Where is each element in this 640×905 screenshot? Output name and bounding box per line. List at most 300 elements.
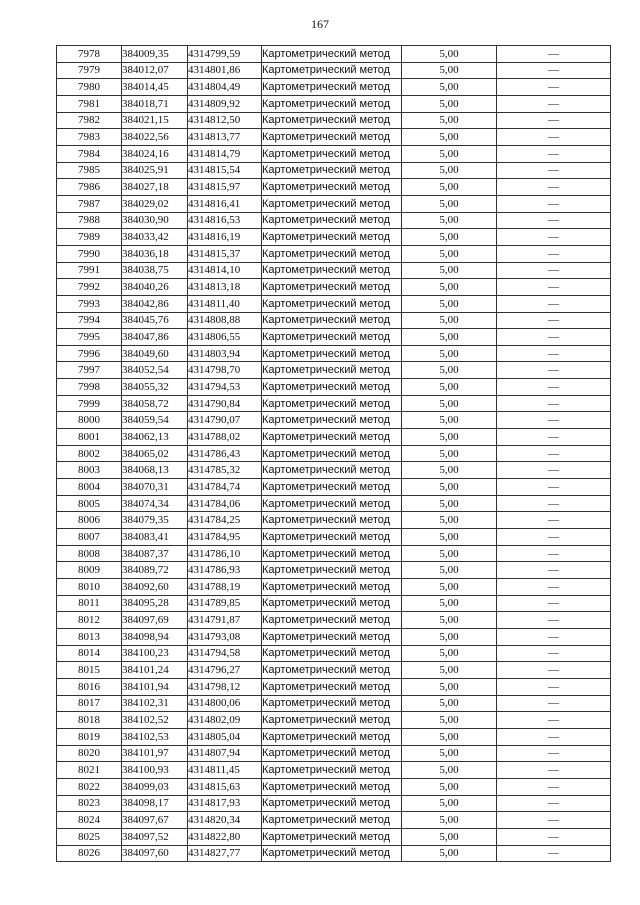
note-cell: — (497, 379, 611, 396)
accuracy-cell: 5,00 (402, 195, 497, 212)
x-coordinate-cell: 384097,67 (122, 812, 188, 829)
method-cell: Картометрический метод (262, 195, 402, 212)
method-cell: Картометрический метод (262, 728, 402, 745)
accuracy-cell: 5,00 (402, 429, 497, 446)
accuracy-cell: 5,00 (402, 795, 497, 812)
y-coordinate-cell: 4314816,41 (188, 195, 262, 212)
accuracy-cell: 5,00 (402, 412, 497, 429)
note-cell: — (497, 129, 611, 146)
table-row (57, 312, 611, 329)
table-row (57, 229, 611, 246)
y-coordinate-cell: 4314803,94 (188, 345, 262, 362)
note-cell: — (497, 279, 611, 296)
method-cell: Картометрический метод (262, 795, 402, 812)
accuracy-cell: 5,00 (402, 545, 497, 562)
y-coordinate-cell: 4314814,79 (188, 145, 262, 162)
table-row (57, 845, 611, 862)
note-cell: — (497, 845, 611, 862)
table-row (57, 112, 611, 129)
point-number-cell: 8009 (57, 562, 122, 579)
note-cell: — (497, 362, 611, 379)
y-coordinate-cell: 4314802,09 (188, 712, 262, 729)
x-coordinate-cell: 384068,13 (122, 462, 188, 479)
point-number-cell: 7993 (57, 295, 122, 312)
point-number-cell: 8013 (57, 628, 122, 645)
method-cell: Картометрический метод (262, 395, 402, 412)
accuracy-cell: 5,00 (402, 345, 497, 362)
table-row (57, 795, 611, 812)
x-coordinate-cell: 384098,17 (122, 795, 188, 812)
note-cell: — (497, 479, 611, 496)
y-coordinate-cell: 4314815,97 (188, 179, 262, 196)
accuracy-cell: 5,00 (402, 179, 497, 196)
note-cell: — (497, 712, 611, 729)
x-coordinate-cell: 384058,72 (122, 395, 188, 412)
accuracy-cell: 5,00 (402, 462, 497, 479)
y-coordinate-cell: 4314816,19 (188, 229, 262, 246)
point-number-cell: 8008 (57, 545, 122, 562)
note-cell: — (497, 678, 611, 695)
accuracy-cell: 5,00 (402, 312, 497, 329)
method-cell: Картометрический метод (262, 662, 402, 679)
table-row (57, 545, 611, 562)
x-coordinate-cell: 384014,45 (122, 79, 188, 96)
point-number-cell: 7995 (57, 329, 122, 346)
point-number-cell: 7998 (57, 379, 122, 396)
table-row (57, 79, 611, 96)
method-cell: Картометрический метод (262, 745, 402, 762)
method-cell: Картометрический метод (262, 262, 402, 279)
x-coordinate-cell: 384036,18 (122, 245, 188, 262)
note-cell: — (497, 745, 611, 762)
table-row (57, 362, 611, 379)
accuracy-cell: 5,00 (402, 745, 497, 762)
x-coordinate-cell: 384045,76 (122, 312, 188, 329)
accuracy-cell: 5,00 (402, 112, 497, 129)
y-coordinate-cell: 4314815,37 (188, 245, 262, 262)
table-row (57, 445, 611, 462)
table-row (57, 745, 611, 762)
x-coordinate-cell: 384079,35 (122, 512, 188, 529)
x-coordinate-cell: 384097,52 (122, 828, 188, 845)
y-coordinate-cell: 4314813,77 (188, 129, 262, 146)
method-cell: Картометрический метод (262, 628, 402, 645)
y-coordinate-cell: 4314812,50 (188, 112, 262, 129)
accuracy-cell: 5,00 (402, 662, 497, 679)
point-number-cell: 8002 (57, 445, 122, 462)
table-row (57, 279, 611, 296)
note-cell: — (497, 395, 611, 412)
y-coordinate-cell: 4314791,87 (188, 612, 262, 629)
x-coordinate-cell: 384087,37 (122, 545, 188, 562)
table-row (57, 579, 611, 596)
accuracy-cell: 5,00 (402, 628, 497, 645)
accuracy-cell: 5,00 (402, 495, 497, 512)
page-number: 167 (311, 17, 329, 31)
point-number-cell: 7982 (57, 112, 122, 129)
accuracy-cell: 5,00 (402, 579, 497, 596)
method-cell: Картометрический метод (262, 845, 402, 862)
table-row (57, 379, 611, 396)
accuracy-cell: 5,00 (402, 512, 497, 529)
x-coordinate-cell: 384097,60 (122, 845, 188, 862)
accuracy-cell: 5,00 (402, 812, 497, 829)
point-number-cell: 7981 (57, 95, 122, 112)
table-row (57, 678, 611, 695)
y-coordinate-cell: 4314789,85 (188, 595, 262, 612)
accuracy-cell: 5,00 (402, 145, 497, 162)
y-coordinate-cell: 4314784,95 (188, 529, 262, 546)
x-coordinate-cell: 384021,15 (122, 112, 188, 129)
table-row (57, 345, 611, 362)
method-cell: Картометрический метод (262, 345, 402, 362)
note-cell: — (497, 495, 611, 512)
method-cell: Картометрический метод (262, 828, 402, 845)
note-cell: — (497, 795, 611, 812)
note-cell: — (497, 145, 611, 162)
y-coordinate-cell: 4314820,34 (188, 812, 262, 829)
table-row (57, 612, 611, 629)
method-cell: Картометрический метод (262, 145, 402, 162)
method-cell: Картометрический метод (262, 429, 402, 446)
method-cell: Картометрический метод (262, 95, 402, 112)
accuracy-cell: 5,00 (402, 129, 497, 146)
x-coordinate-cell: 384098,94 (122, 628, 188, 645)
note-cell: — (497, 512, 611, 529)
point-number-cell: 8016 (57, 678, 122, 695)
note-cell: — (497, 762, 611, 779)
point-number-cell: 8010 (57, 579, 122, 596)
y-coordinate-cell: 4314794,58 (188, 645, 262, 662)
note-cell: — (497, 429, 611, 446)
note-cell: — (497, 295, 611, 312)
x-coordinate-cell: 384018,71 (122, 95, 188, 112)
x-coordinate-cell: 384055,32 (122, 379, 188, 396)
y-coordinate-cell: 4314786,93 (188, 562, 262, 579)
method-cell: Картометрический метод (262, 595, 402, 612)
table-row (57, 195, 611, 212)
x-coordinate-cell: 384027,18 (122, 179, 188, 196)
accuracy-cell: 5,00 (402, 828, 497, 845)
note-cell: — (497, 112, 611, 129)
y-coordinate-cell: 4314798,70 (188, 362, 262, 379)
point-number-cell: 7990 (57, 245, 122, 262)
x-coordinate-cell: 384102,53 (122, 728, 188, 745)
x-coordinate-cell: 384029,02 (122, 195, 188, 212)
method-cell: Картометрический метод (262, 462, 402, 479)
method-cell: Картометрический метод (262, 329, 402, 346)
point-number-cell: 8017 (57, 695, 122, 712)
x-coordinate-cell: 384052,54 (122, 362, 188, 379)
accuracy-cell: 5,00 (402, 845, 497, 862)
accuracy-cell: 5,00 (402, 712, 497, 729)
table-row (57, 628, 611, 645)
note-cell: — (497, 445, 611, 462)
note-cell: — (497, 412, 611, 429)
table-row (57, 828, 611, 845)
table-row (57, 712, 611, 729)
y-coordinate-cell: 4314800,06 (188, 695, 262, 712)
table-row (57, 62, 611, 79)
y-coordinate-cell: 4314807,94 (188, 745, 262, 762)
x-coordinate-cell: 384089,72 (122, 562, 188, 579)
y-coordinate-cell: 4314796,27 (188, 662, 262, 679)
x-coordinate-cell: 384038,75 (122, 262, 188, 279)
y-coordinate-cell: 4314808,88 (188, 312, 262, 329)
note-cell: — (497, 579, 611, 596)
method-cell: Картометрический метод (262, 179, 402, 196)
note-cell: — (497, 695, 611, 712)
note-cell: — (497, 529, 611, 546)
accuracy-cell: 5,00 (402, 245, 497, 262)
method-cell: Картометрический метод (262, 579, 402, 596)
table-row (57, 595, 611, 612)
method-cell: Картометрический метод (262, 229, 402, 246)
method-cell: Картометрический метод (262, 695, 402, 712)
accuracy-cell: 5,00 (402, 778, 497, 795)
point-number-cell: 7984 (57, 145, 122, 162)
table-body (57, 46, 611, 862)
table-row (57, 495, 611, 512)
accuracy-cell: 5,00 (402, 362, 497, 379)
x-coordinate-cell: 384012,07 (122, 62, 188, 79)
coordinates-table (56, 45, 611, 862)
y-coordinate-cell: 4314786,43 (188, 445, 262, 462)
x-coordinate-cell: 384033,42 (122, 229, 188, 246)
table-row (57, 429, 611, 446)
note-cell: — (497, 312, 611, 329)
table-row (57, 329, 611, 346)
method-cell: Картометрический метод (262, 612, 402, 629)
x-coordinate-cell: 384100,23 (122, 645, 188, 662)
x-coordinate-cell: 384101,97 (122, 745, 188, 762)
accuracy-cell: 5,00 (402, 395, 497, 412)
x-coordinate-cell: 384092,60 (122, 579, 188, 596)
table-row (57, 762, 611, 779)
x-coordinate-cell: 384101,94 (122, 678, 188, 695)
method-cell: Картометрический метод (262, 712, 402, 729)
x-coordinate-cell: 384062,13 (122, 429, 188, 446)
table-row (57, 212, 611, 229)
table-row (57, 529, 611, 546)
accuracy-cell: 5,00 (402, 562, 497, 579)
note-cell: — (497, 595, 611, 612)
accuracy-cell: 5,00 (402, 695, 497, 712)
x-coordinate-cell: 384040,26 (122, 279, 188, 296)
point-number-cell: 7988 (57, 212, 122, 229)
note-cell: — (497, 62, 611, 79)
table-row (57, 46, 611, 63)
accuracy-cell: 5,00 (402, 678, 497, 695)
y-coordinate-cell: 4314785,32 (188, 462, 262, 479)
point-number-cell: 7997 (57, 362, 122, 379)
note-cell: — (497, 46, 611, 63)
y-coordinate-cell: 4314815,54 (188, 162, 262, 179)
point-number-cell: 7996 (57, 345, 122, 362)
point-number-cell: 8007 (57, 529, 122, 546)
accuracy-cell: 5,00 (402, 46, 497, 63)
method-cell: Картометрический метод (262, 162, 402, 179)
y-coordinate-cell: 4314794,53 (188, 379, 262, 396)
table-row (57, 129, 611, 146)
point-number-cell: 7987 (57, 195, 122, 212)
table-row (57, 778, 611, 795)
accuracy-cell: 5,00 (402, 262, 497, 279)
y-coordinate-cell: 4314784,06 (188, 495, 262, 512)
x-coordinate-cell: 384074,34 (122, 495, 188, 512)
method-cell: Картометрический метод (262, 295, 402, 312)
x-coordinate-cell: 384022,56 (122, 129, 188, 146)
x-coordinate-cell: 384101,24 (122, 662, 188, 679)
table-row (57, 812, 611, 829)
method-cell: Картометрический метод (262, 112, 402, 129)
method-cell: Картометрический метод (262, 379, 402, 396)
note-cell: — (497, 612, 611, 629)
x-coordinate-cell: 384095,28 (122, 595, 188, 612)
accuracy-cell: 5,00 (402, 379, 497, 396)
table-row (57, 295, 611, 312)
accuracy-cell: 5,00 (402, 445, 497, 462)
note-cell: — (497, 212, 611, 229)
x-coordinate-cell: 384030,90 (122, 212, 188, 229)
y-coordinate-cell: 4314827,77 (188, 845, 262, 862)
point-number-cell: 8000 (57, 412, 122, 429)
point-number-cell: 8012 (57, 612, 122, 629)
x-coordinate-cell: 384070,31 (122, 479, 188, 496)
x-coordinate-cell: 384009,35 (122, 46, 188, 63)
y-coordinate-cell: 4314804,49 (188, 79, 262, 96)
point-number-cell: 7985 (57, 162, 122, 179)
y-coordinate-cell: 4314813,18 (188, 279, 262, 296)
point-number-cell: 7999 (57, 395, 122, 412)
point-number-cell: 7994 (57, 312, 122, 329)
y-coordinate-cell: 4314790,07 (188, 412, 262, 429)
point-number-cell: 7986 (57, 179, 122, 196)
x-coordinate-cell: 384100,93 (122, 762, 188, 779)
table-row (57, 695, 611, 712)
method-cell: Картометрический метод (262, 562, 402, 579)
method-cell: Картометрический метод (262, 412, 402, 429)
note-cell: — (497, 778, 611, 795)
y-coordinate-cell: 4314817,93 (188, 795, 262, 812)
note-cell: — (497, 662, 611, 679)
accuracy-cell: 5,00 (402, 728, 497, 745)
point-number-cell: 8026 (57, 845, 122, 862)
x-coordinate-cell: 384059,54 (122, 412, 188, 429)
note-cell: — (497, 162, 611, 179)
note-cell: — (497, 245, 611, 262)
note-cell: — (497, 462, 611, 479)
point-number-cell: 8025 (57, 828, 122, 845)
note-cell: — (497, 229, 611, 246)
method-cell: Картометрический метод (262, 645, 402, 662)
point-number-cell: 8021 (57, 762, 122, 779)
table-row (57, 95, 611, 112)
accuracy-cell: 5,00 (402, 645, 497, 662)
point-number-cell: 7989 (57, 229, 122, 246)
y-coordinate-cell: 4314784,74 (188, 479, 262, 496)
accuracy-cell: 5,00 (402, 595, 497, 612)
accuracy-cell: 5,00 (402, 479, 497, 496)
note-cell: — (497, 828, 611, 845)
method-cell: Картометрический метод (262, 512, 402, 529)
method-cell: Картометрический метод (262, 445, 402, 462)
point-number-cell: 8023 (57, 795, 122, 812)
point-number-cell: 8020 (57, 745, 122, 762)
method-cell: Картометрический метод (262, 46, 402, 63)
note-cell: — (497, 812, 611, 829)
table-row (57, 562, 611, 579)
note-cell: — (497, 195, 611, 212)
y-coordinate-cell: 4314809,92 (188, 95, 262, 112)
y-coordinate-cell: 4314788,19 (188, 579, 262, 596)
point-number-cell: 7991 (57, 262, 122, 279)
accuracy-cell: 5,00 (402, 95, 497, 112)
point-number-cell: 7992 (57, 279, 122, 296)
accuracy-cell: 5,00 (402, 62, 497, 79)
note-cell: — (497, 179, 611, 196)
point-number-cell: 7978 (57, 46, 122, 63)
point-number-cell: 8003 (57, 462, 122, 479)
note-cell: — (497, 95, 611, 112)
note-cell: — (497, 262, 611, 279)
table-row (57, 162, 611, 179)
accuracy-cell: 5,00 (402, 762, 497, 779)
table-row (57, 145, 611, 162)
method-cell: Картометрический метод (262, 545, 402, 562)
x-coordinate-cell: 384102,31 (122, 695, 188, 712)
note-cell: — (497, 545, 611, 562)
y-coordinate-cell: 4314801,86 (188, 62, 262, 79)
method-cell: Картометрический метод (262, 678, 402, 695)
note-cell: — (497, 728, 611, 745)
method-cell: Картометрический метод (262, 778, 402, 795)
table-row (57, 262, 611, 279)
point-number-cell: 8022 (57, 778, 122, 795)
y-coordinate-cell: 4314788,02 (188, 429, 262, 446)
method-cell: Картометрический метод (262, 245, 402, 262)
table-row (57, 395, 611, 412)
y-coordinate-cell: 4314798,12 (188, 678, 262, 695)
x-coordinate-cell: 384025,91 (122, 162, 188, 179)
table-row (57, 412, 611, 429)
y-coordinate-cell: 4314816,53 (188, 212, 262, 229)
method-cell: Картометрический метод (262, 129, 402, 146)
point-number-cell: 7983 (57, 129, 122, 146)
note-cell: — (497, 79, 611, 96)
point-number-cell: 7979 (57, 62, 122, 79)
method-cell: Картометрический метод (262, 529, 402, 546)
accuracy-cell: 5,00 (402, 212, 497, 229)
y-coordinate-cell: 4314805,04 (188, 728, 262, 745)
x-coordinate-cell: 384049,60 (122, 345, 188, 362)
y-coordinate-cell: 4314793,08 (188, 628, 262, 645)
method-cell: Картометрический метод (262, 762, 402, 779)
point-number-cell: 8015 (57, 662, 122, 679)
point-number-cell: 8019 (57, 728, 122, 745)
table-row (57, 245, 611, 262)
point-number-cell: 8014 (57, 645, 122, 662)
point-number-cell: 8001 (57, 429, 122, 446)
point-number-cell: 8005 (57, 495, 122, 512)
table-row (57, 479, 611, 496)
method-cell: Картометрический метод (262, 279, 402, 296)
point-number-cell: 8004 (57, 479, 122, 496)
method-cell: Картометрический метод (262, 212, 402, 229)
y-coordinate-cell: 4314786,10 (188, 545, 262, 562)
accuracy-cell: 5,00 (402, 529, 497, 546)
point-number-cell: 8018 (57, 712, 122, 729)
